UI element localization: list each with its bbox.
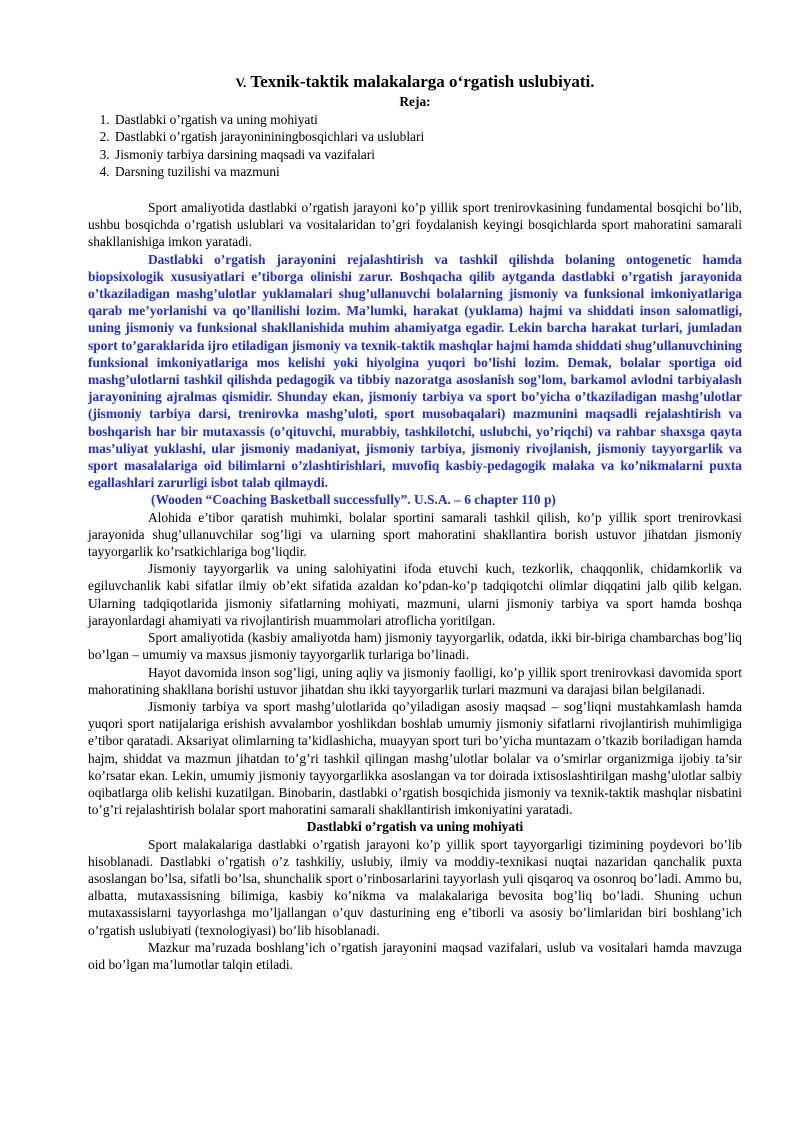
body-paragraph: Hayot davomida inson sog’ligi, uning aqliy va jismoniy faolligi, ko’p yillik sport trenirovkasi davomida sport mahoratining shakllana borishi ustuvor jihatdan shu ikki tayyorgarlik turlari mazmuni va darajasi bilan belgilanadi. bbox=[88, 664, 742, 697]
lecture-title-text: Texnik-taktik malakalarga o‘rgatish uslubiyati. bbox=[250, 72, 595, 91]
plan-item: 2. Dastlabki o’rgatish jarayonininingbosqichlari va uslublari bbox=[113, 128, 742, 145]
plan-label: Reja: bbox=[399, 94, 431, 109]
body-paragraph: Jismoniy tarbiya va sport mashg’ulotlarida qo’yiladigan asosiy maqsad – sog’liqni mustahkamlash hamda yuqori sport natijalariga erishish avvalambor yoshlikdan boshlab umumiy jismoniy sifatlarni rivojlantirish muhimligiga e’tibor qaratadi. Aksariyat olimlarning ta’kidlashicha, muayyan sport turi bo’yicha muntazam o’tkazib boriladigan hamda hajm, shiddat va mazmun jihatdan to’g’ri tashkil qilingan mashg’ulotlar bolalar va o’smirlar organizmiga ijobiy ta’sir ko’rsatar ekan. Lekin, umumiy jismoniy tayyorgarlikka asoslangan va tor doirada ixtisoslashtirilgan mashg’ulotlar salbiy oqibatlarga olib kelishi kuzatilgan. Binobarin, dastlabki o’rgatish bosqichida jismoniy va texnik-taktik mashqlar nisbatini to’g’ri rejalashtirish bolalar sport mahoratini samarali shakllantirish imkoniyatini yaratadi. bbox=[88, 698, 742, 818]
body-paragraph: Jismoniy tayyorgarlik va uning salohiyatini ifoda etuvchi kuch, tezkorlik, chaqqonlik, chidamkorlik va egiluvchanlik kabi sifatlar ilmiy ob’ekt sifatida azaldan ko’pdan-ko’p tadqiqotchi olimlar diqqatini jalb qilib kelgan. Ularning tadqiqotlarida jismoniy sifatlarning mohiyati, mazmuni, ularni jismoniy tarbiya va sport hamda boshqa jarayonlardagi ahamiyati va rivojlantirish muammolari atroflicha yoritilgan. bbox=[88, 561, 742, 628]
citation: (Wooden “Coaching Basketball successfully”. U.S.A. – 6 chapter 110 p) bbox=[151, 492, 556, 508]
body-paragraph: Sport malakalariga dastlabki o’rgatish jarayoni ko’p yillik sport tayyorgarligi tizimining poydevori bo’lib hisoblanadi. Dastlabki o’rgatish o’z tashkiliy, uslubiy, ilmiy va moddiy-texnikasi nuqtai nazaridan qanchalik puxta asoslangan bo’lsa, sifatli bo’lsa, shunchalik sport o’rinbosarlarini tayyorlash yuli qisqaroq va osonroq bo’ladi. Ammo bu, albatta, mutaxassisning bilimiga, kasbiy ko’nikma va malakalariga bevosita bog’liq bo’ladi. Shuning uchun mutaxassislarni tayyorlashga mo’ljallangan o’quv dasturining eng e’tiborli va asosiy bo’limlaridan biri boshlang’ich o’rgatish uslubiyati (texnologiyasi) bo’lib hisoblanadi. bbox=[88, 836, 742, 938]
lecture-title bbox=[88, 72, 742, 93]
plan-list bbox=[88, 111, 742, 180]
document-page bbox=[88, 72, 742, 973]
body-paragraph: Sport amaliyotida (kasbiy amaliyotda ham) jismoniy tayyorgarlik, odatda, ikki bir-biriga chambarchas bog’liq bo’lgan – umumiy va maxsus jismoniy tayyorgarlik turlariga bo’linadi. bbox=[88, 630, 742, 663]
lecture-number: V. bbox=[235, 75, 247, 90]
highlighted-paragraph: Dastlabki o’rgatish jarayonini rejalashtirish va tashkil qilishda bolaning ontogenetic hamda biopsixologik xususiyatlari e’tiborga olinishi zarur. Boshqacha qilib aytganda dastlabki o’rgatish jarayonida o’tkaziladigan mashg’ulotlar yuklamalari shug’ullanuvchi bolalarning jismoniy va funksional imkoniyatlariga qarab me’yorlanishi va qo’llanilishi lozim. Ma’lumki, harakat (yuklama) hajmi va shiddati inson salomatligi, uning jismoniy va funksional shakllanishida muhim ahamiyatga egadir. Lekin barcha harakat turlari, jumladan sport to’garaklarida ijro etiladigan jismoniy va texnik-taktik mashqlar hajmi hamda shiddati shug’ullanuvchining funksional imkoniyatlariga mos kelishi yoki hiyolgina yuqori bo’lishi lozim. Demak, bolalar sportiga oid mashg’ulotlarni tashkil qilishda pedagogik va tibbiy nazoratga asoslanish sog’lom, barkamol avlodni tarbiyalash jarayonining ajralmas qismidir. Shunday ekan, jismoniy tarbiya va sport bo’yicha o’tkaziladigan mashg’ulotlar (jismoniy tarbiya darsi, trenirovka mashg’uloti, sport musobaqalari) mazmunini maqsadli rejalashtirish va boshqarish har bir mutaxassis (o’qituvchi, murabbiy, tashkilotchi, uslubchi, yo’riqchi) va rahbar shaxsga qayta mas’uliyat yuklashi, ular jismoniy madaniyat, jismoniy tarbiya, jismoniy rivojlanish, jismoniy tayyorgarlik va sport masalalariga oid bilimlarni o’zlashtirishlari, muvofiq kasbiy-pedagogik malaka va ko’nikmalarni puxta egallashlari zarurligi isbot talab qilmaydi. bbox=[88, 251, 742, 491]
body-paragraph: Mazkur ma’ruzada boshlang’ich o’rgatish jarayonini maqsad vazifalari, uslub va vositalari hamda mavzuga oid bo’lgan ma’lumotlar talqin etiladi. bbox=[88, 939, 742, 972]
plan-item: 1. Dastlabki o’rgatish va uning mohiyati bbox=[113, 111, 742, 128]
section-heading: Dastlabki o’rgatish va uning mohiyati bbox=[306, 819, 524, 835]
body-paragraph: Alohida e’tibor qaratish muhimki, bolalar sportini samarali tashkil qilish, ko’p yillik sport trenirovkasi jarayonida shug’ullanuvchilar sog’ligi va ularning sport mahoratini shakllantira borish ustuvor jihatdan jismoniy tayyorgarlik ko’rsatkichlariga bog’liqdir. bbox=[88, 509, 742, 560]
plan-item: 4. Darsning tuzilishi va mazmuni bbox=[113, 163, 742, 180]
body-paragraph: Sport amaliyotida dastlabki o’rgatish jarayoni ko’p yillik sport trenirovkasining fundamental bosqichi bo’lib, ushbu bosqichda o’rgatish uslublari va vositalaridan to’gri foydalanish keyingi bosqichlarda sport mahoratini samarali shakllanishiga imkon yaratadi. bbox=[88, 200, 742, 250]
plan-item: 3. Jismoniy tarbiya darsining maqsadi va vazifalari bbox=[113, 146, 742, 163]
